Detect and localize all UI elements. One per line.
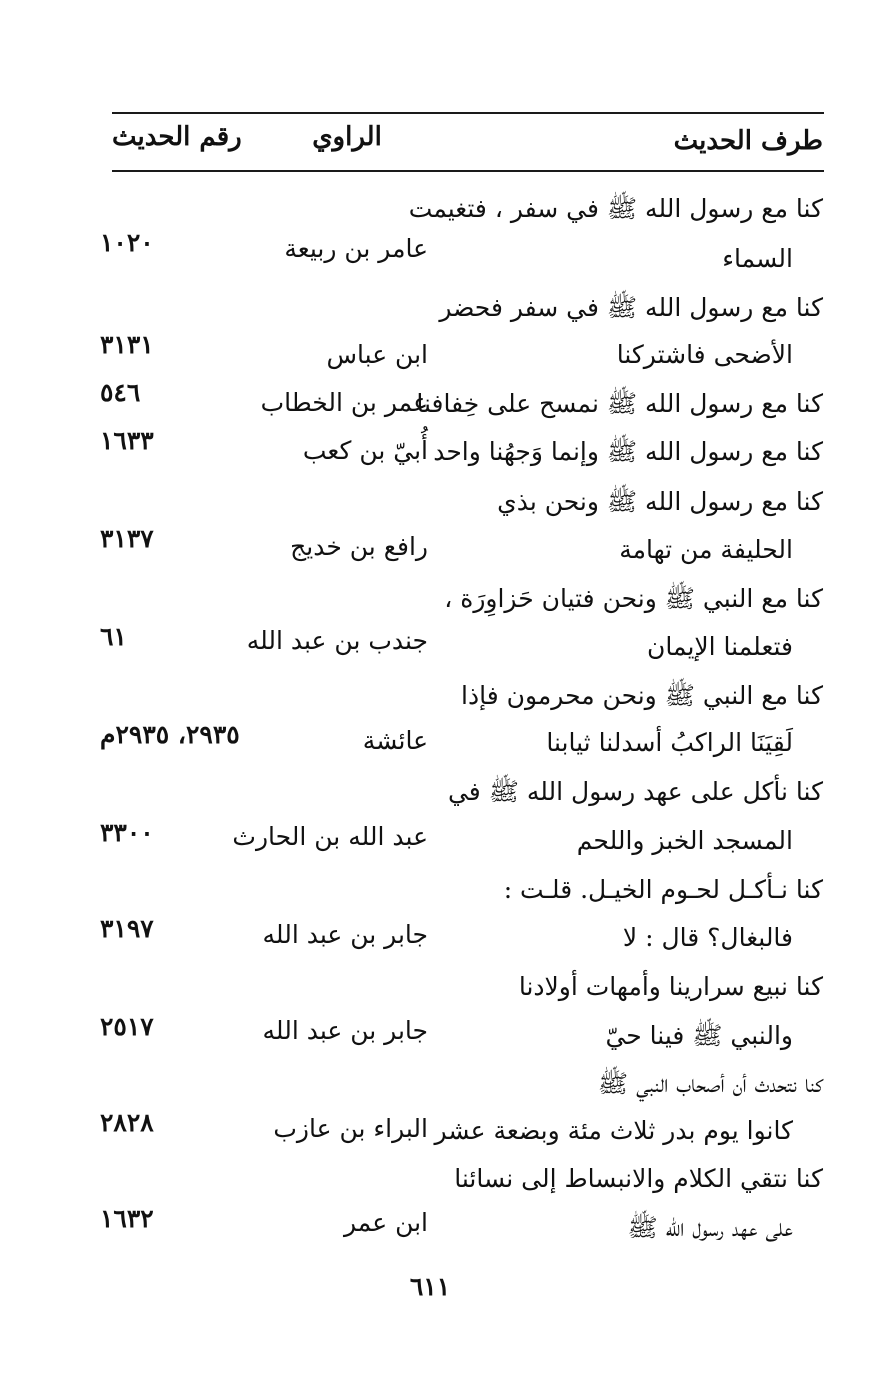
hadith-phrase-line-1: كنا نتحدث أن أصحاب النبي ﷺ [597,1069,823,1098]
hadith-narrator: رافع بن خديج [290,532,428,561]
hadith-narrator: عبد الله بن الحارث [232,822,428,851]
hadith-number: ٣١٩٧ [100,914,154,943]
hadith-number: ٢٥١٧ [100,1012,154,1041]
hadith-narrator: ابن عمر [343,1208,428,1237]
hadith-phrase-line-1: كنا مع رسول الله ﷺ ونحن بذي [497,487,823,516]
hadith-phrase-line-2: فالبغال؟ قال : لا [622,923,793,952]
hadith-narrator: جابر بن عبد الله [262,1016,428,1045]
hadith-phrase-line-2: كانوا يوم بدر ثلاث مئة وبضعة عشر [434,1116,793,1145]
hadith-narrator: البراء بن عازب [273,1114,428,1143]
hadith-number: ١٦٣٢ [100,1204,154,1233]
hadith-narrator: جندب بن عبد الله [246,626,428,655]
hadith-phrase-line-2: السماء [722,244,793,273]
page-number: ٦١١ [409,1272,451,1301]
column-header-number: رقم الحديث [112,122,242,152]
hadith-number: ٢٨٢٨ [100,1108,154,1137]
hadith-narrator: عامر بن ربيعة [284,234,428,263]
hadith-phrase-line-2: على عهد رسول الله ﷺ [627,1213,793,1242]
column-header-narrator: الراوي [312,122,382,152]
hadith-number: ٣١٣٧ [100,524,154,553]
hadith-phrase-line-1: كنا مع النبي ﷺ ونحن محرمون فإذا [461,681,823,710]
hadith-narrator: عمر بن الخطاب [260,388,428,417]
hadith-phrase-line-1: كنا نتقي الكلام والانبساط إلى نسائنا [454,1164,823,1193]
hadith-phrase-line-1: كنا مع رسول الله ﷺ نمسح على خِفافنا [416,389,823,418]
hadith-phrase-line-1: كنا نأكل على عهد رسول الله ﷺ في [447,777,823,806]
hadith-phrase-line-2: والنبي ﷺ فينا حيّ [605,1021,793,1050]
hadith-narrator: أُبيّ بن كعب [302,436,428,465]
hadith-number: ١٠٢٠ [100,228,154,257]
hadith-phrase-line-2: المسجد الخبز واللحم [576,826,793,855]
hadith-number: ٥٤٦ [100,378,141,407]
hadith-number: ١٦٣٣ [100,426,154,455]
hadith-phrase-line-1: كنا مع رسول الله ﷺ وإنما وَجهُنا واحد [433,437,823,466]
hadith-phrase-line-1: كنا مع رسول الله ﷺ في سفر فحضر [439,293,823,322]
hadith-phrase-line-1: كنا مع رسول الله ﷺ في سفر ، فتغيمت [408,194,823,223]
hadith-phrase-line-1: كنا نبيع سرارينا وأمهات أولادنا [518,972,823,1001]
hadith-number: ٢٩٣٥، ٢٩٣٥م [100,720,240,749]
hadith-number: ٦١ [100,622,127,651]
hadith-phrase-line-1: كنا نـأكـل لحـوم الخيـل. قلـت : [503,875,823,904]
hadith-narrator: ابن عباس [326,340,428,369]
hadith-number: ٣٣٠٠ [100,818,154,847]
column-header-phrase: طرف الحديث [673,126,823,156]
hadith-phrase-line-1: كنا مع النبي ﷺ ونحن فتيان حَزاوِرَة ، [444,584,823,613]
top-rule [112,112,824,114]
hadith-phrase-line-2: الحليفة من تهامة [619,535,793,564]
hadith-phrase-line-2: فتعلمنا الإيمان [647,632,793,661]
hadith-phrase-line-2: لَقِيَنَا الراكبُ أسدلنا ثيابنا [546,728,793,757]
hadith-narrator: جابر بن عبد الله [262,920,428,949]
hadith-phrase-line-2: الأضحى فاشتركنا [616,340,793,369]
hadith-number: ٣١٣١ [100,330,154,359]
header-rule [112,170,824,172]
hadith-narrator: عائشة [362,726,428,755]
